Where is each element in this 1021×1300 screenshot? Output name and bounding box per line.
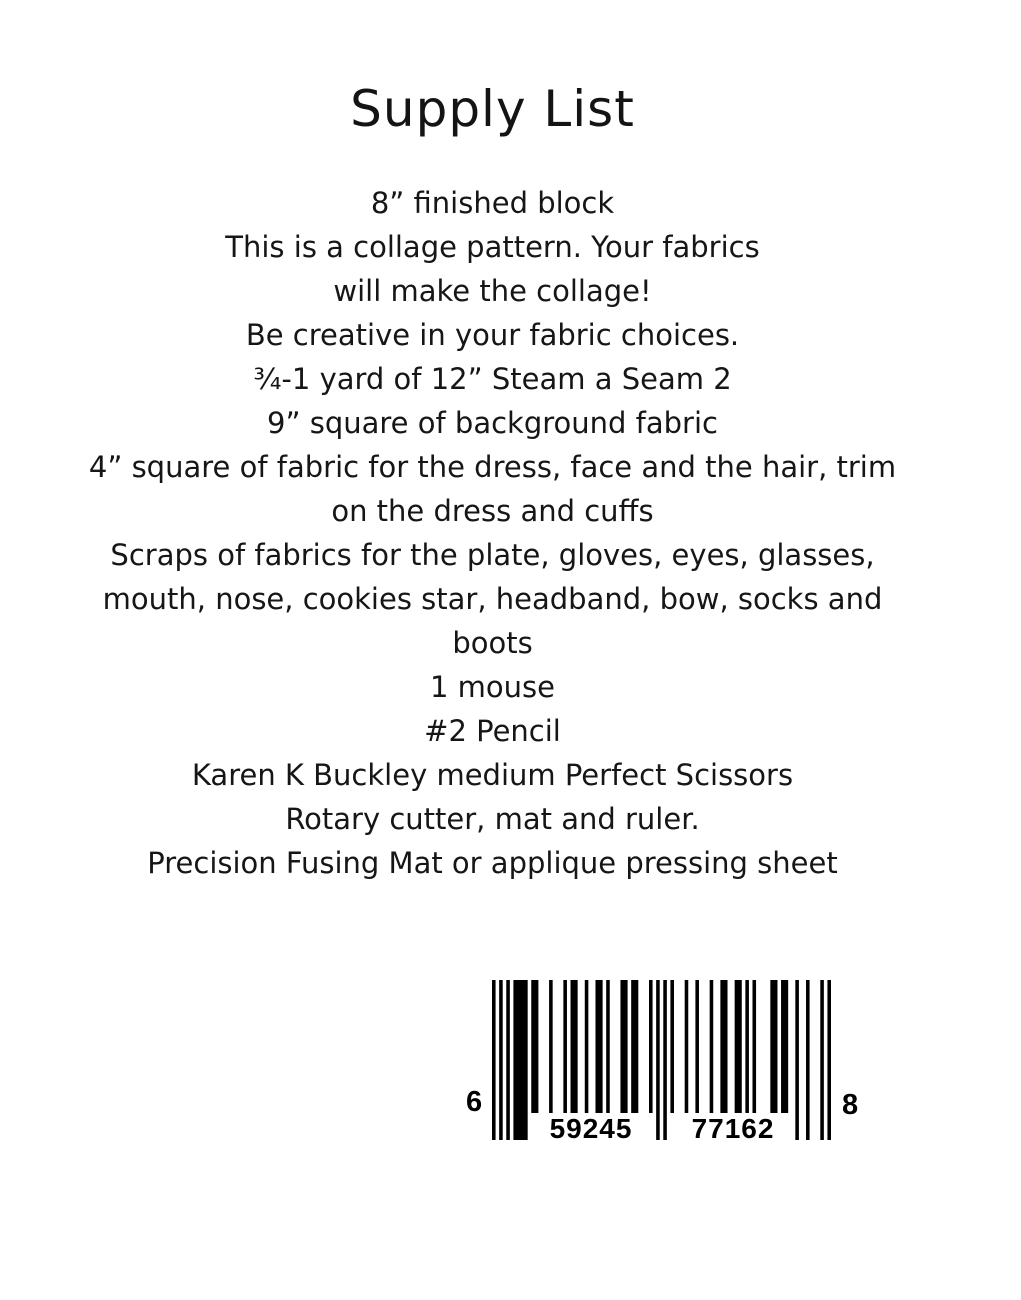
supply-list-line: mouth, nose, cookies star, headband, bow, socks and (102, 582, 883, 616)
barcode-check-digit: 8 (842, 1089, 859, 1121)
supply-list (0, 181, 985, 885)
barcode-left-digits: 59245 (549, 1113, 633, 1144)
barcode-right-digits: 77162 (691, 1113, 775, 1144)
supply-list-line: This is a collage pattern. Your fabrics (225, 230, 760, 264)
supply-list-line: Be creative in your fabric choices. (245, 318, 740, 352)
page-title: Supply List (350, 80, 635, 138)
supply-list-line: 1 mouse (430, 670, 555, 704)
supply-list-line: Precision Fusing Mat or applique pressing sheet (147, 846, 838, 880)
supply-list-line: Rotary cutter, mat and ruler. (285, 802, 700, 836)
supply-list-line: 4” square of fabric for the dress, face and the hair, trim (88, 450, 897, 484)
upc-barcode (440, 978, 900, 1150)
supply-list-line: Karen K Buckley medium Perfect Scissors (191, 758, 794, 792)
supply-list-line: ¾-1 yard of 12” Steam a Seam 2 (253, 362, 732, 396)
supply-list-line: 8” finished block (370, 186, 615, 220)
supply-list-line: boots (452, 626, 533, 660)
supply-list-line: #2 Pencil (424, 714, 561, 748)
barcode-number-system-digit: 6 (466, 1086, 483, 1118)
supply-list-line: will make the collage! (333, 274, 652, 308)
supply-list-line: 9” square of background fabric (267, 406, 718, 440)
supply-list-line: on the dress and cuffs (331, 494, 654, 528)
supply-list-line: Scraps of fabrics for the plate, gloves, eyes, glasses, (110, 538, 875, 572)
